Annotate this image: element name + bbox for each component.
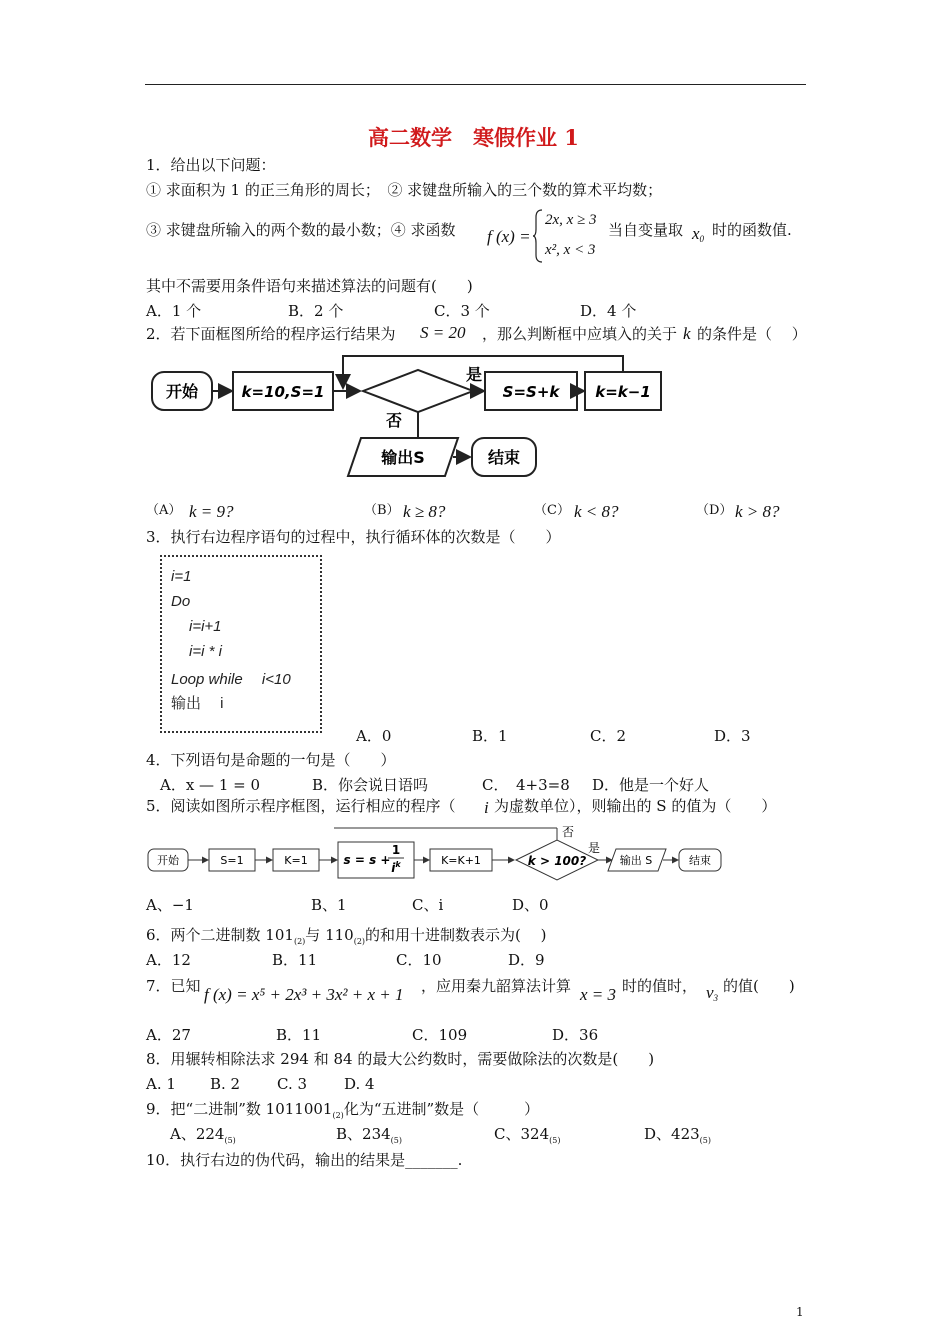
q5-start-text: 开始 <box>157 854 179 867</box>
q9-choice-c: C、$324_{(5)}$ <box>494 1125 561 1145</box>
svg-text:ik: $i^k$ <box>391 860 401 875</box>
q2-yes-label: 是 <box>466 365 483 384</box>
q4-stem: 4．下列语句是命题的一句是（ ） <box>146 751 396 769</box>
q9-choice-b: B、$234_{(5)}$ <box>336 1125 402 1145</box>
q1-line3a: ③ 求键盘所输入的两个数的最小数；④ 求函数 <box>146 221 456 239</box>
q2-stem-math: S = 20 <box>420 323 466 342</box>
q4-choice-b: B．你会说日语吗 <box>312 776 429 794</box>
q2-flowchart <box>148 352 668 492</box>
q2-choice-c-label: （C） <box>534 503 570 518</box>
q5-stem-b: 为虚数单位），则输出的 S 的值为（ ） <box>494 797 777 815</box>
page-number: 1 <box>796 1305 804 1319</box>
q3-code-line-5: Loop while i<10 <box>171 671 291 688</box>
q4-choice-c: C． 4+3=8 <box>482 776 570 794</box>
q5-yes-label: 是 <box>588 841 601 855</box>
q5-stem-a: 5．阅读如图所示程序框图，运行相应的程序（ <box>146 797 456 815</box>
q6-stem: 6．两个二进制数 $101_{(2)}$与 $110_{(2)}$的和用十进制数表示为( ) <box>146 926 547 946</box>
q5-no-label: 否 <box>562 825 575 839</box>
q1-line3b: 当自变量取 <box>608 221 684 239</box>
q5-choice-a: A、−1 <box>146 896 194 914</box>
q3-code-line-3: i=i+1 <box>189 618 222 635</box>
q7-stem-d: 的值( ) <box>723 977 795 995</box>
q3-stem: 3．执行右边程序语句的过程中，执行循环体的次数是（ ） <box>146 528 561 546</box>
q1-case2: x², x < 3 <box>545 242 596 258</box>
q2-update-k-text: k=k−1 <box>595 383 651 401</box>
q1-x0: $x_0$ <box>692 224 705 244</box>
q7-choice-d: D．36 <box>552 1026 599 1044</box>
q2-choice-b-math: k ≥ 8? <box>403 502 446 521</box>
q2-init-text: k=10,S=1 <box>241 383 325 401</box>
q4-choice-d: D．他是一个好人 <box>592 776 710 794</box>
q7-choice-c: C．109 <box>412 1026 468 1044</box>
q4-choice-a: A．x — 1 = 0 <box>160 776 261 794</box>
q2-end-text: 结束 <box>487 448 521 467</box>
q6-choice-c: C．10 <box>396 951 442 969</box>
q5-cond-text: k > 100? <box>527 854 587 868</box>
q3-choice-b: B．1 <box>472 727 508 745</box>
q10-stem: 10．执行右边的伪代码，输出的结果是_______. <box>146 1151 463 1169</box>
q2-output-text: 输出S <box>381 448 425 467</box>
q7-choice-b: B．11 <box>276 1026 322 1044</box>
q3-code-line-4: i=i * i <box>189 643 222 660</box>
q6-choice-d: D．9 <box>508 951 545 969</box>
q5-flowchart <box>144 822 734 886</box>
q8-choice-a: A. 1 <box>146 1075 176 1093</box>
svg-text:s = s +: s = s + <box>343 853 391 867</box>
q2-stem-b: ，那么判断框中应填入的关于 <box>482 325 678 343</box>
q7-stem-b: ，应用秦九韶算法计算 <box>421 977 572 995</box>
q1-choice-b: B．2 个 <box>288 302 344 320</box>
q2-update-s-text: S=S+k <box>502 383 560 401</box>
q2-no-label: 否 <box>386 411 403 430</box>
q2-choice-a-math: k = 9? <box>189 502 234 521</box>
q2-choice-b-label: （B） <box>364 503 400 518</box>
q5-output-text: 输出 S <box>619 854 653 867</box>
svg-text:1: 1 <box>391 843 401 857</box>
q1-case1: 2x, x ≥ 3 <box>545 212 597 228</box>
q5-choice-d: D、0 <box>512 896 549 914</box>
q2-stem-k: k <box>683 324 691 343</box>
q8-choice-d: D. 4 <box>344 1075 375 1093</box>
q2-choice-c-math: k < 8? <box>574 502 619 521</box>
q1-choice-d: D．4 个 <box>580 302 637 320</box>
q3-choice-d: D．3 <box>714 727 751 745</box>
q7-choice-a: A．27 <box>146 1026 191 1044</box>
q2-choice-a-label: （A） <box>146 503 182 518</box>
q3-choice-a: A．0 <box>356 727 392 745</box>
header-rule <box>145 84 806 85</box>
q3-code-line-6: 输出 i <box>171 695 224 712</box>
q5-choice-c: C、i <box>412 896 444 914</box>
q5-kinc-text: K=K+1 <box>441 854 481 867</box>
page-title: 高二数学 寒假作业 1 <box>368 125 579 150</box>
q3-code-line-2: Do <box>171 593 191 610</box>
q8-choice-c: C. 3 <box>277 1075 308 1093</box>
q9-choice-a: A、$224_{(5)}$ <box>170 1125 236 1145</box>
q7-stem-c: 时的值时， <box>622 977 698 995</box>
q5-s1-text: S=1 <box>220 854 244 867</box>
q8-choice-b: B. 2 <box>210 1075 241 1093</box>
q7-stem-a: 7．已知 <box>146 977 201 995</box>
q5-choice-b: B、1 <box>311 896 347 914</box>
q9-choice-d: D、$423_{(5)}$ <box>644 1125 712 1145</box>
q1-line4: 其中不需要用条件语句来描述算法的问题有( ) <box>146 277 473 295</box>
q1-fx: f (x) = <box>487 227 531 246</box>
q1-line3c: 时的函数值. <box>712 221 792 239</box>
q1-choice-a: A．1 个 <box>146 302 202 320</box>
q5-stem-i: i <box>484 798 489 817</box>
q3-code-line-1: i=1 <box>171 568 192 585</box>
q3-choice-c: C．2 <box>590 727 627 745</box>
q2-decision <box>363 370 473 412</box>
q8-stem: 8．用辗转相除法求 294 和 84 的最大公约数时，需要做除法的次数是( ) <box>146 1050 655 1068</box>
q5-end-text: 结束 <box>689 854 711 867</box>
q2-stem-c: 的条件是（ ） <box>697 325 807 343</box>
q1-brace <box>532 209 544 263</box>
q7-v3: $v_3$ <box>706 983 719 1003</box>
q2-choice-d-label: （D） <box>696 503 733 518</box>
q7-xval: x = 3 <box>580 985 617 1004</box>
q1-line1: ① 求面积为 1 的正三角形的周长； ② 求键盘所输入的三个数的算术平均数； <box>146 181 663 199</box>
q2-choice-d-math: k > 8? <box>735 502 780 521</box>
q5-k1-text: K=1 <box>284 854 308 867</box>
q2-stem-a: 2．若下面框图所给的程序运行结果为 <box>146 325 396 343</box>
q1-stem: 1．给出以下问题： <box>146 156 276 174</box>
q6-choice-b: B．11 <box>272 951 318 969</box>
q7-poly: f (x) = x⁵ + 2x³ + 3x² + x + 1 <box>204 985 404 1004</box>
q1-choice-c: C．3 个 <box>434 302 490 320</box>
q2-start-text: 开始 <box>165 382 199 401</box>
q9-stem: 9．把“二进制”数 $1011001_{(2)}$化为“五进制”数是（ ） <box>146 1100 540 1120</box>
q6-choice-a: A．12 <box>146 951 191 969</box>
